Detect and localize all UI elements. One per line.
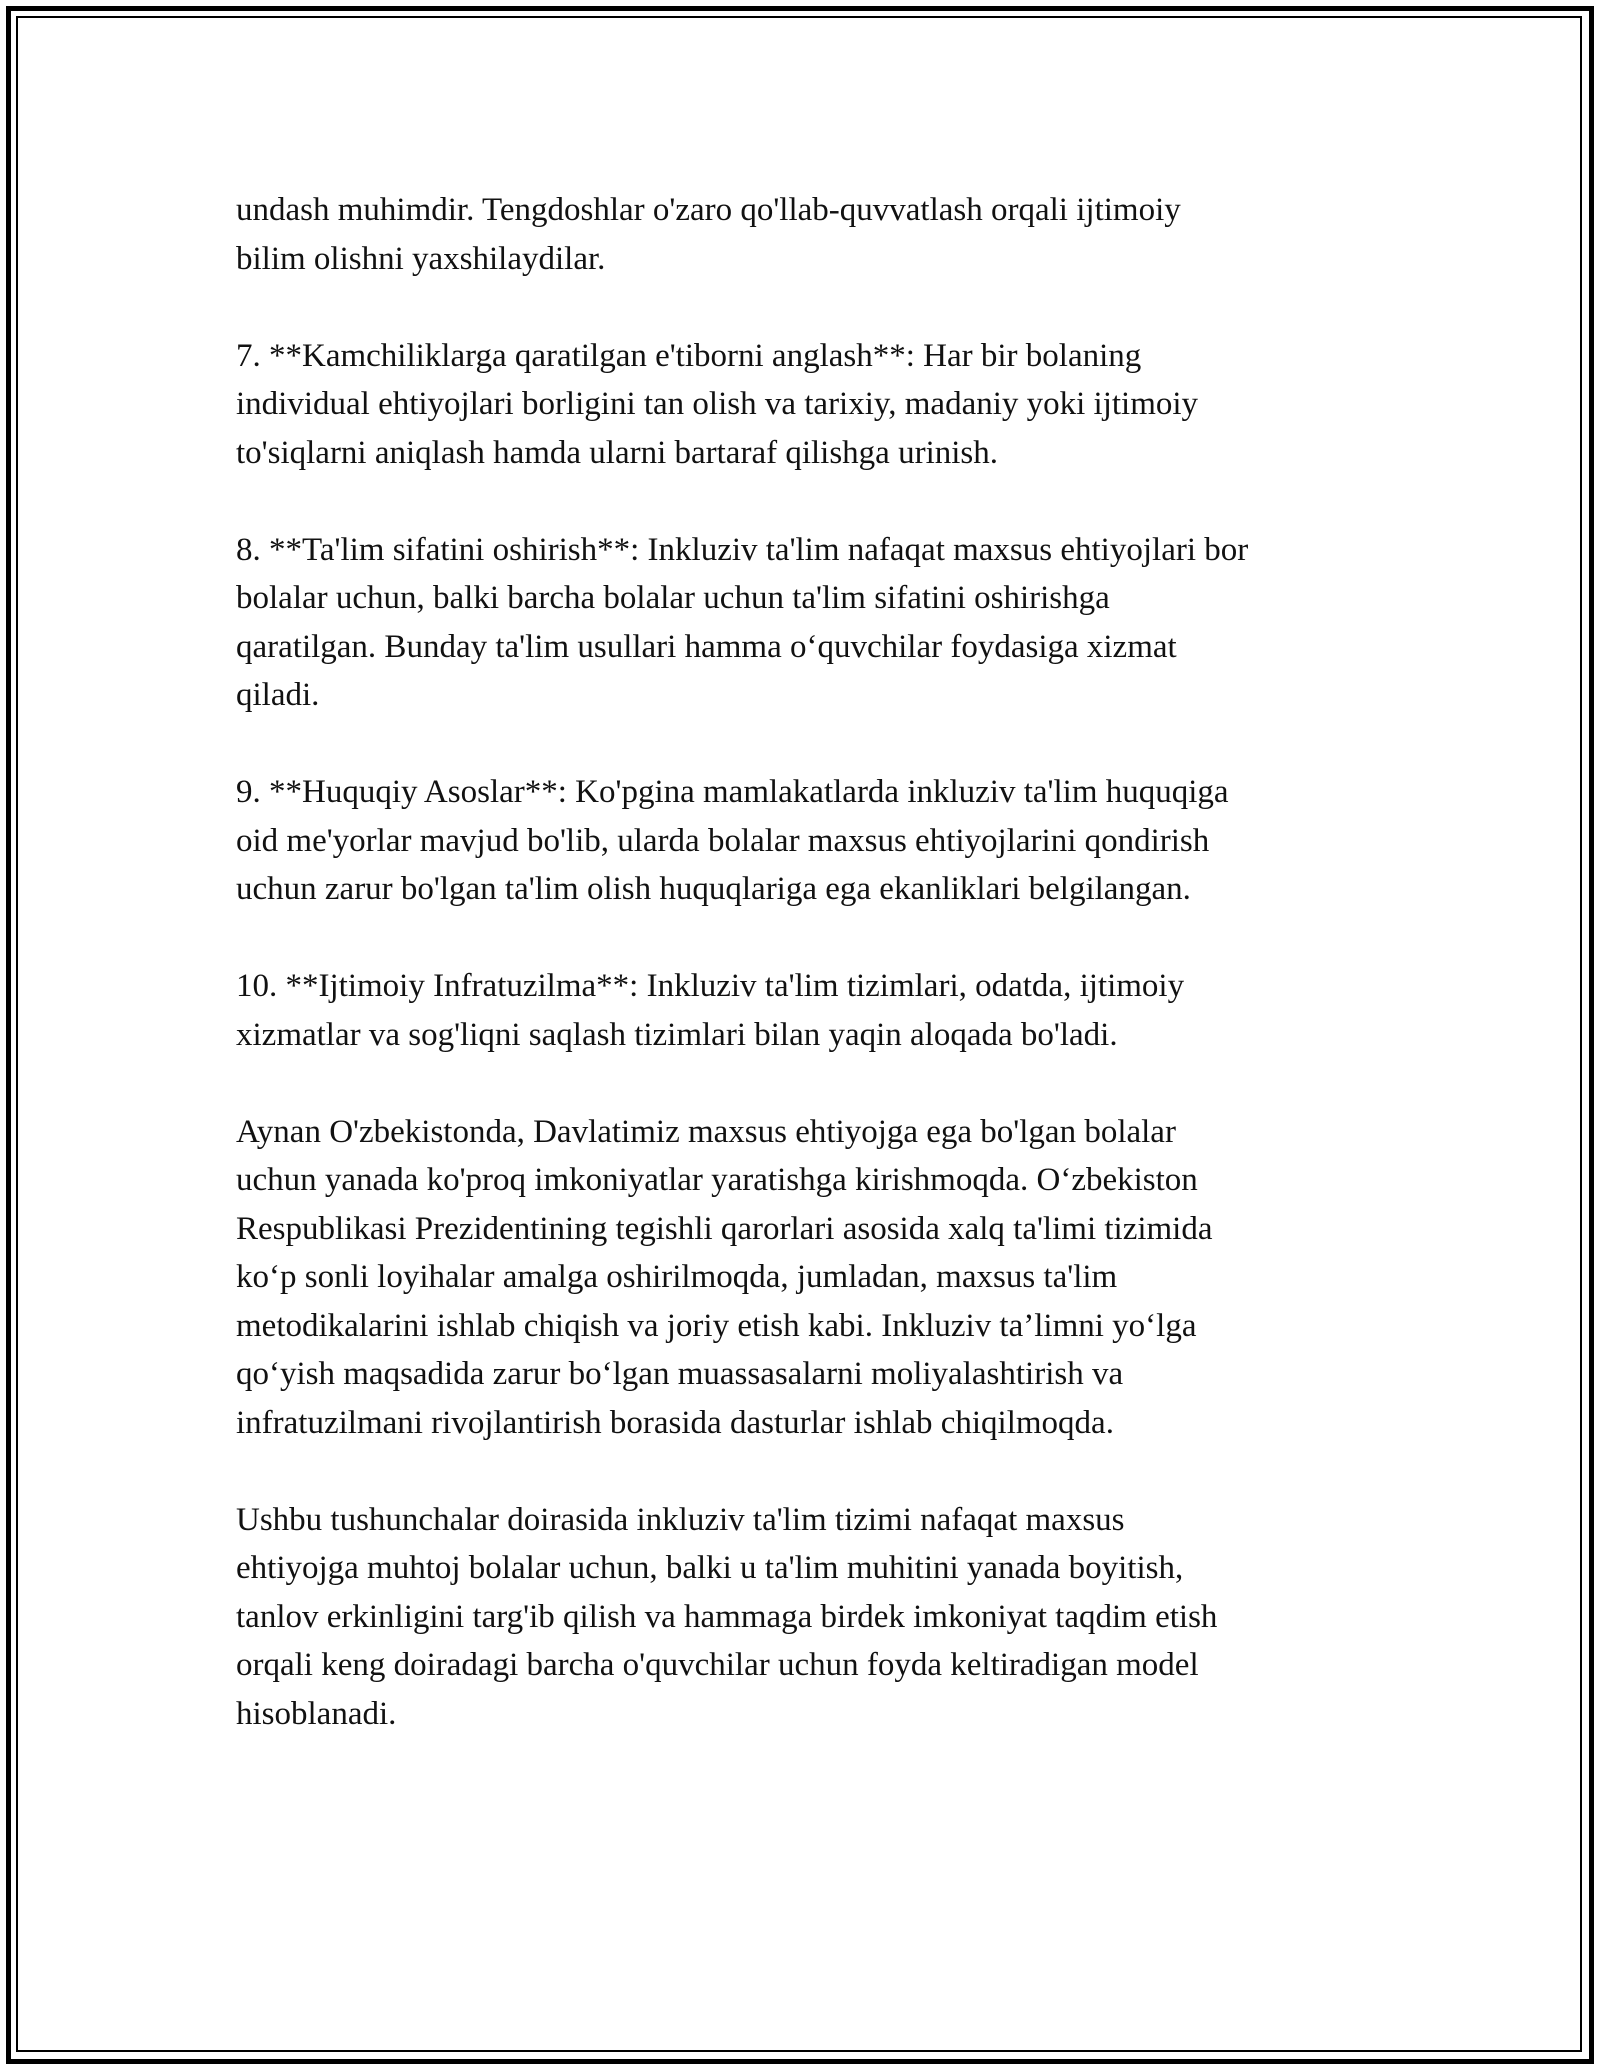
paragraph <box>236 768 1386 914</box>
text-line: infratuzilmani rivojlantirish borasida dasturlar ishlab chiqilmoqda. <box>236 1404 1114 1441</box>
text-line: bolalar uchun, balki barcha bolalar uchun ta'lim sifatini oshirishga <box>236 580 1110 616</box>
text-line: 7. **Kamchiliklarga qaratilgan e'tiborni anglash**: Har bir bolaning <box>236 337 1142 374</box>
text-line: Ushbu tushunchalar doirasida inkluziv ta'lim tizimi nafaqat maxsus <box>236 1501 1125 1538</box>
text-line: oid me'yorlar mavjud bo'lib, ularda bolalar maxsus ehtiyojlarini qondirish <box>236 822 1210 859</box>
text-line: qiladi. <box>236 677 320 713</box>
text-line: ko‘p sonli loyihalar amalga oshirilmoqda, jumladan, maxsus ta'lim <box>236 1259 1118 1295</box>
text-line: 10. **Ijtimoiy Infratuzilma**: Inkluziv ta'lim tizimlari, odatda, ijtimoiy <box>236 968 1185 1004</box>
paragraph <box>236 1496 1386 1739</box>
text-line: xizmatlar va sog'liqni saqlash tizimlari bilan yaqin aloqada bo'ladi. <box>236 1016 1118 1053</box>
paragraph <box>236 526 1386 720</box>
text-line: 8. **Ta'lim sifatini oshirish**: Inkluziv ta'lim nafaqat maxsus ehtiyojlari bor <box>236 531 1249 568</box>
paragraph <box>236 1108 1386 1448</box>
text-line: qo‘yish maqsadida zarur bo‘lgan muassasalarni moliyalashtirish va <box>236 1356 1124 1392</box>
text-line: bilim olishni yaxshilaydilar. <box>236 240 606 277</box>
paragraph <box>236 962 1386 1059</box>
text-line: individual ehtiyojlari borligini tan olish va tarixiy, madaniy yoki ijtimoiy <box>236 386 1199 422</box>
paragraph <box>236 332 1386 478</box>
document-body <box>236 186 1386 1787</box>
text-line: qaratilgan. Bunday ta'lim usullari hamma o‘quvchilar foydasiga xizmat <box>236 628 1177 665</box>
text-line: ehtiyojga muhtoj bolalar uchun, balki u ta'lim muhitini yanada boyitish, <box>236 1550 1184 1586</box>
text-line: uchun yanada ko'proq imkoniyatlar yaratishga kirishmoqda. O‘zbekiston <box>236 1162 1198 1198</box>
text-line: tanlov erkinligini targ'ib qilish va hammaga birdek imkoniyat taqdim etish <box>236 1598 1218 1635</box>
text-line: hisoblanadi. <box>236 1695 397 1732</box>
text-line: undash muhimdir. Tengdoshlar o'zaro qo'llab-quvvatlash orqali ijtimoiy <box>236 192 1181 228</box>
text-line: metodikalarini ishlab chiqish va joriy etish kabi. Inkluziv ta’limni yo‘lga <box>236 1307 1197 1344</box>
text-line: Aynan O'zbekistonda, Davlatimiz maxsus ehtiyojga ega bo'lgan bolalar <box>236 1113 1176 1150</box>
text-line: uchun zarur bo'lgan ta'lim olish huquqlariga ega ekanliklari belgilangan. <box>236 871 1191 907</box>
text-line: Respublikasi Prezidentining tegishli qarorlari asosida xalq ta'limi tizimida <box>236 1210 1213 1247</box>
paragraph <box>236 186 1386 283</box>
text-line: orqali keng doiradagi barcha o'quvchilar uchun foyda keltiradigan model <box>236 1647 1199 1683</box>
text-line: 9. **Huquqiy Asoslar**: Ko'pgina mamlakatlarda inkluziv ta'lim huquqiga <box>236 774 1229 810</box>
text-line: to'siqlarni aniqlash hamda ularni bartaraf qilishga urinish. <box>236 434 998 471</box>
